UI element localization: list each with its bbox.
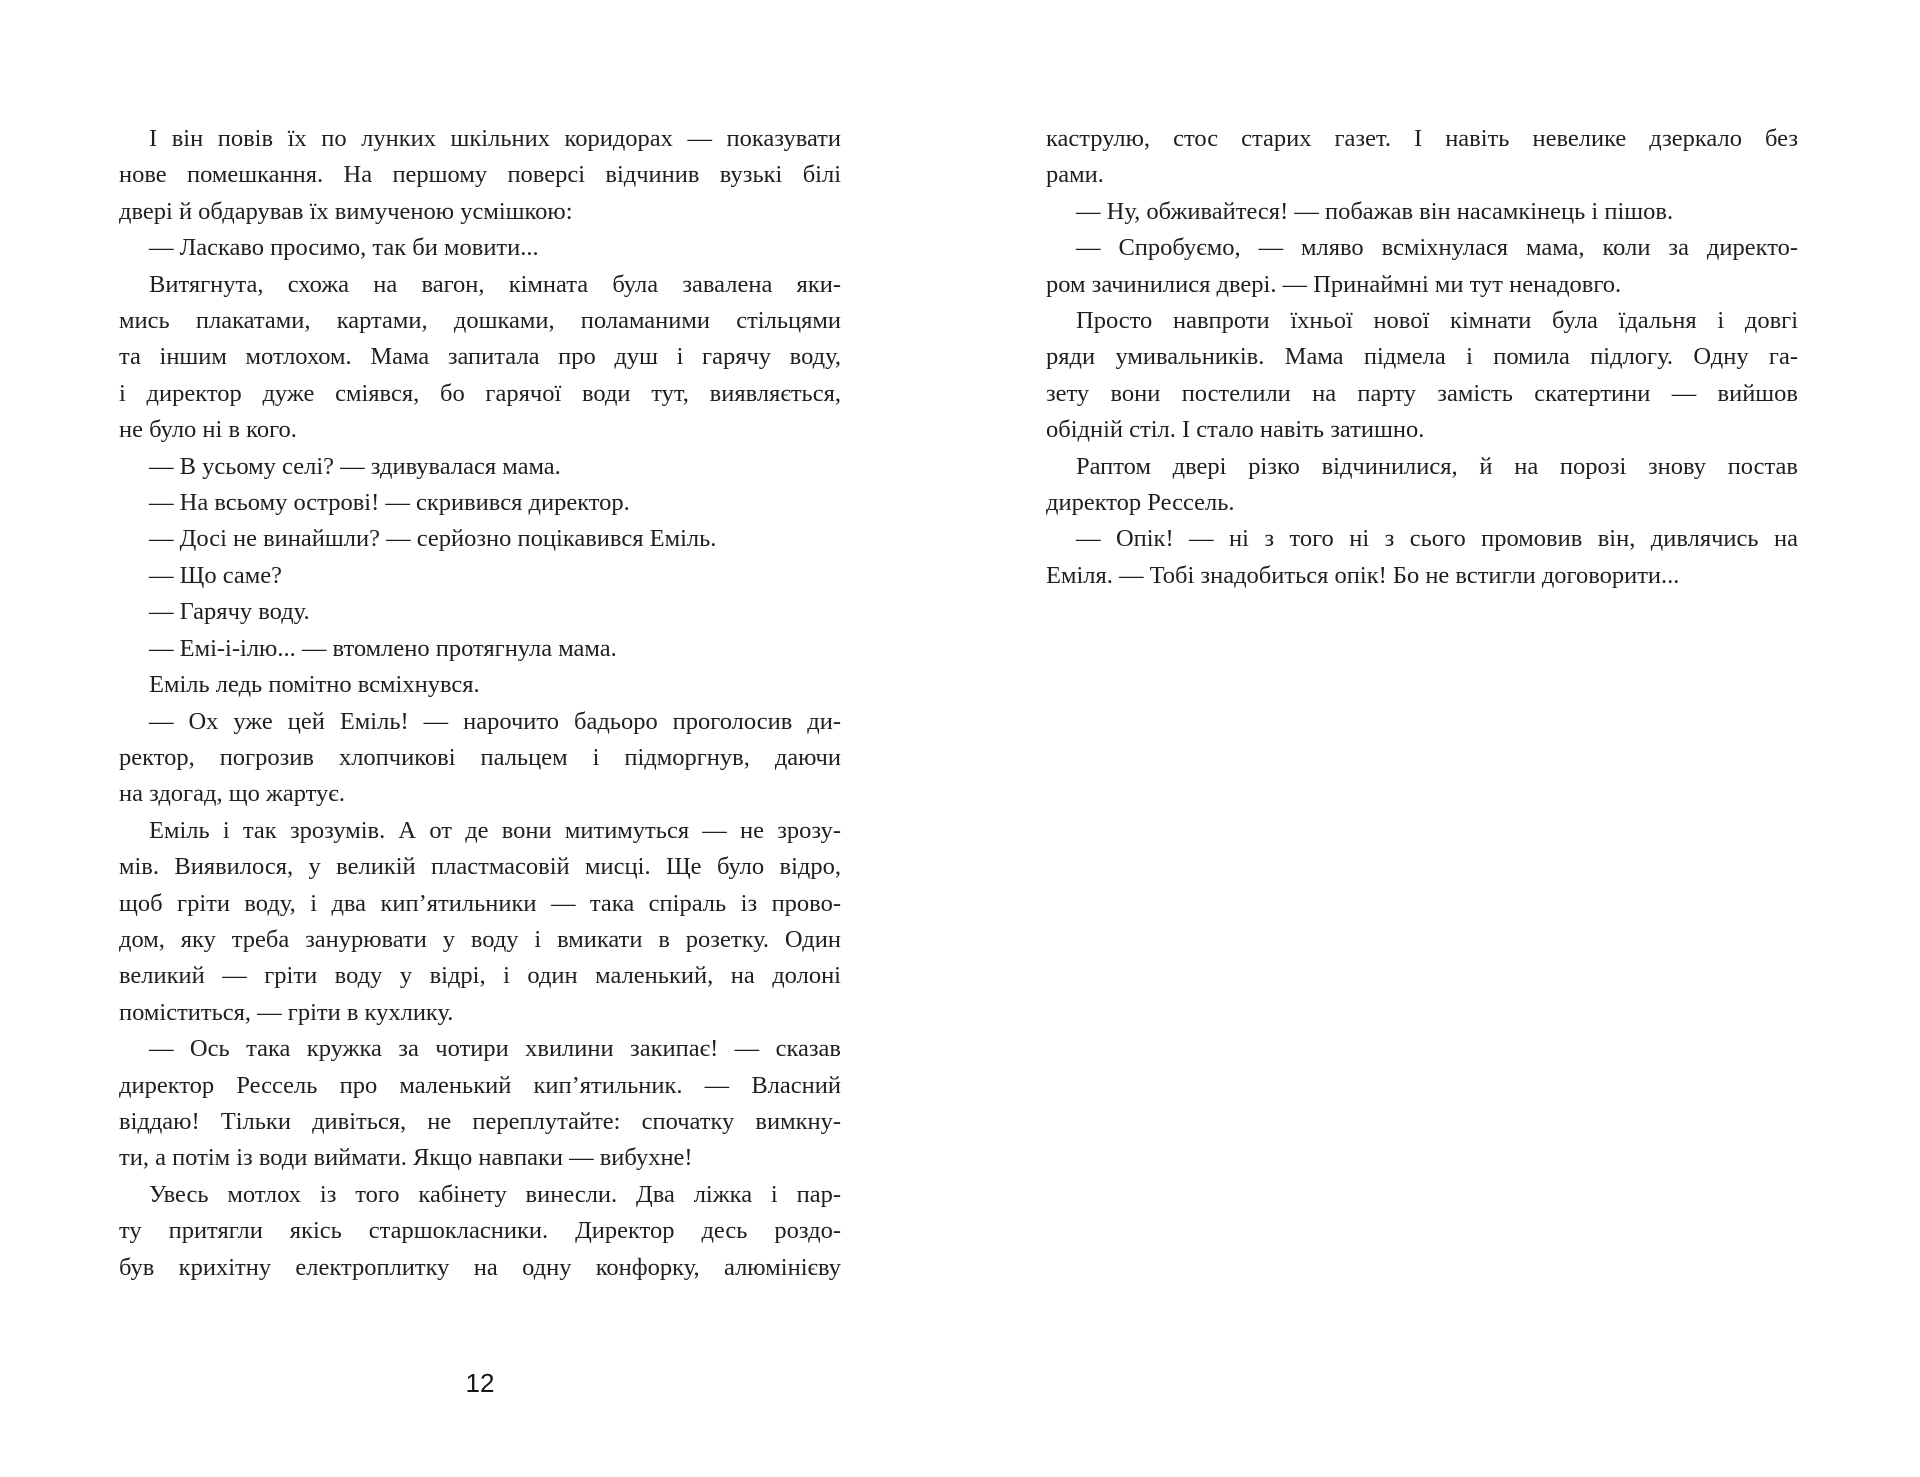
- text-line: обідній стіл. І стало навіть затишно.: [1046, 416, 1425, 444]
- paragraph: [119, 267, 841, 449]
- text-line: Раптом двері різко відчинилися, й на порозі знову постав: [1076, 452, 1798, 480]
- paragraph: [119, 704, 841, 813]
- text-line: Еміля. — Тобі знадобиться опік! Бо не встигли договорити...: [1046, 561, 1680, 589]
- text-line: І він повів їх по лунких шкільних коридорах — показувати: [149, 125, 841, 152]
- paragraph: [1046, 449, 1798, 522]
- text-line: — Ну, обживайтеся! — побажав він насамкінець і пішов.: [1076, 197, 1674, 225]
- text-line: нове помешкання. На першому поверсі відчинив вузькі білі: [119, 161, 841, 189]
- text-line: мись плакатами, картами, дошками, поламаними стільцями: [119, 307, 841, 335]
- text-line: — Гарячу воду.: [149, 598, 310, 626]
- text-line: Увесь мотлох із того кабінету винесли. Два ліжка і пар-: [149, 1180, 841, 1208]
- text-line: — На всьому острові! — скривився директор.: [149, 489, 630, 517]
- paragraph: [119, 558, 841, 594]
- paragraph: [119, 449, 841, 485]
- paragraph: [1046, 521, 1798, 594]
- text-line: Просто навпроти їхньої нової кімнати була їдальня і довгі: [1076, 307, 1798, 335]
- paragraph: [119, 521, 841, 557]
- text-line: каструлю, стос старих газет. І навіть невелике дзеркало без: [1046, 125, 1798, 152]
- text-line: рами.: [1046, 161, 1104, 189]
- text-line: — Ох уже цей Еміль! — нарочито бадьоро проголосив ди-: [149, 707, 841, 735]
- text-line: двері й обдарував їх вимученою усмішкою:: [119, 197, 573, 225]
- text-line: поміститься, — гріти в кухлику.: [119, 998, 454, 1026]
- text-line: директор Рессель.: [1046, 489, 1235, 517]
- paragraph: [119, 1177, 841, 1286]
- right-page-text: [1046, 121, 1798, 594]
- paragraph: [1046, 194, 1798, 230]
- text-line: був крихітну електроплитку на одну конфорку, алюмінієву: [119, 1253, 841, 1281]
- text-line: — Опік! — ні з того ні з сього промовив він, дивлячись на: [1076, 525, 1798, 553]
- text-line: — В усьому селі? — здивувалася мама.: [149, 452, 561, 480]
- text-line: — Що саме?: [149, 561, 283, 589]
- text-line: Витягнута, схожа на вагон, кімната була завалена яки-: [149, 270, 841, 298]
- paragraph: [119, 631, 841, 667]
- text-line: віддаю! Тільки дивіться, не переплутайте: спочатку вимкну-: [119, 1107, 841, 1135]
- text-line: — Ласкаво просимо, так би мовити...: [149, 234, 539, 262]
- text-line: — Емі-і-ілю... — втомлено протягнула мама.: [149, 634, 617, 662]
- paragraph: [119, 230, 841, 266]
- page-number: 12: [465, 1368, 495, 1398]
- text-line: зету вони постелили на парту замість скатертини — вийшов: [1046, 379, 1798, 407]
- paragraph: [119, 813, 841, 1031]
- text-line: мів. Виявилося, у великій пластмасовій мисці. Ще було відро,: [119, 853, 841, 881]
- paragraph: [119, 121, 841, 230]
- text-line: Еміль ледь помітно всміхнувся.: [149, 671, 480, 699]
- text-line: дом, яку треба занурювати у воду і вмикати в розетку. Один: [119, 925, 841, 953]
- text-line: Еміль і так зрозумів. А от де вони митимуться — не зрозу-: [149, 816, 841, 844]
- text-line: та іншим мотлохом. Мама запитала про душ і гарячу воду,: [119, 343, 841, 371]
- text-line: ту притягли якісь старшокласники. Директор десь роздо-: [119, 1217, 841, 1245]
- text-line: на здогад, що жартує.: [119, 780, 345, 808]
- paragraph: [119, 594, 841, 630]
- text-line: — Спробуємо, — мляво всміхнулася мама, коли за директо-: [1076, 234, 1798, 262]
- text-line: — Досі не винайшли? — серйозно поцікавився Еміль.: [149, 525, 717, 553]
- paragraph: [119, 667, 841, 703]
- text-line: ти, а потім із води виймати. Якщо навпаки — вибухне!: [119, 1144, 693, 1172]
- text-line: великий — гріти воду у відрі, і один маленький, на долоні: [119, 962, 841, 990]
- text-line: не було ні в кого.: [119, 416, 297, 444]
- text-line: щоб гріти воду, і два кип’ятильники — така спіраль із прово-: [119, 889, 841, 917]
- text-line: — Ось така кружка за чотири хвилини закипає! — сказав: [149, 1035, 841, 1063]
- paragraph: [1046, 303, 1798, 449]
- paragraph: [1046, 121, 1798, 194]
- left-page-text: [119, 121, 841, 1286]
- text-line: ряди умивальників. Мама підмела і помила підлогу. Одну га-: [1046, 343, 1798, 371]
- paragraph: [119, 485, 841, 521]
- text-line: і директор дуже сміявся, бо гарячої води тут, виявляється,: [119, 379, 841, 407]
- text-line: ректор, погрозив хлопчикові пальцем і підморгнув, даючи: [119, 743, 841, 771]
- paragraph: [1046, 230, 1798, 303]
- text-line: директор Рессель про маленький кип’ятильник. — Власний: [119, 1071, 841, 1099]
- paragraph: [119, 1031, 841, 1177]
- text-line: ром зачинилися двері. — Принаймні ми тут ненадовго.: [1046, 270, 1622, 298]
